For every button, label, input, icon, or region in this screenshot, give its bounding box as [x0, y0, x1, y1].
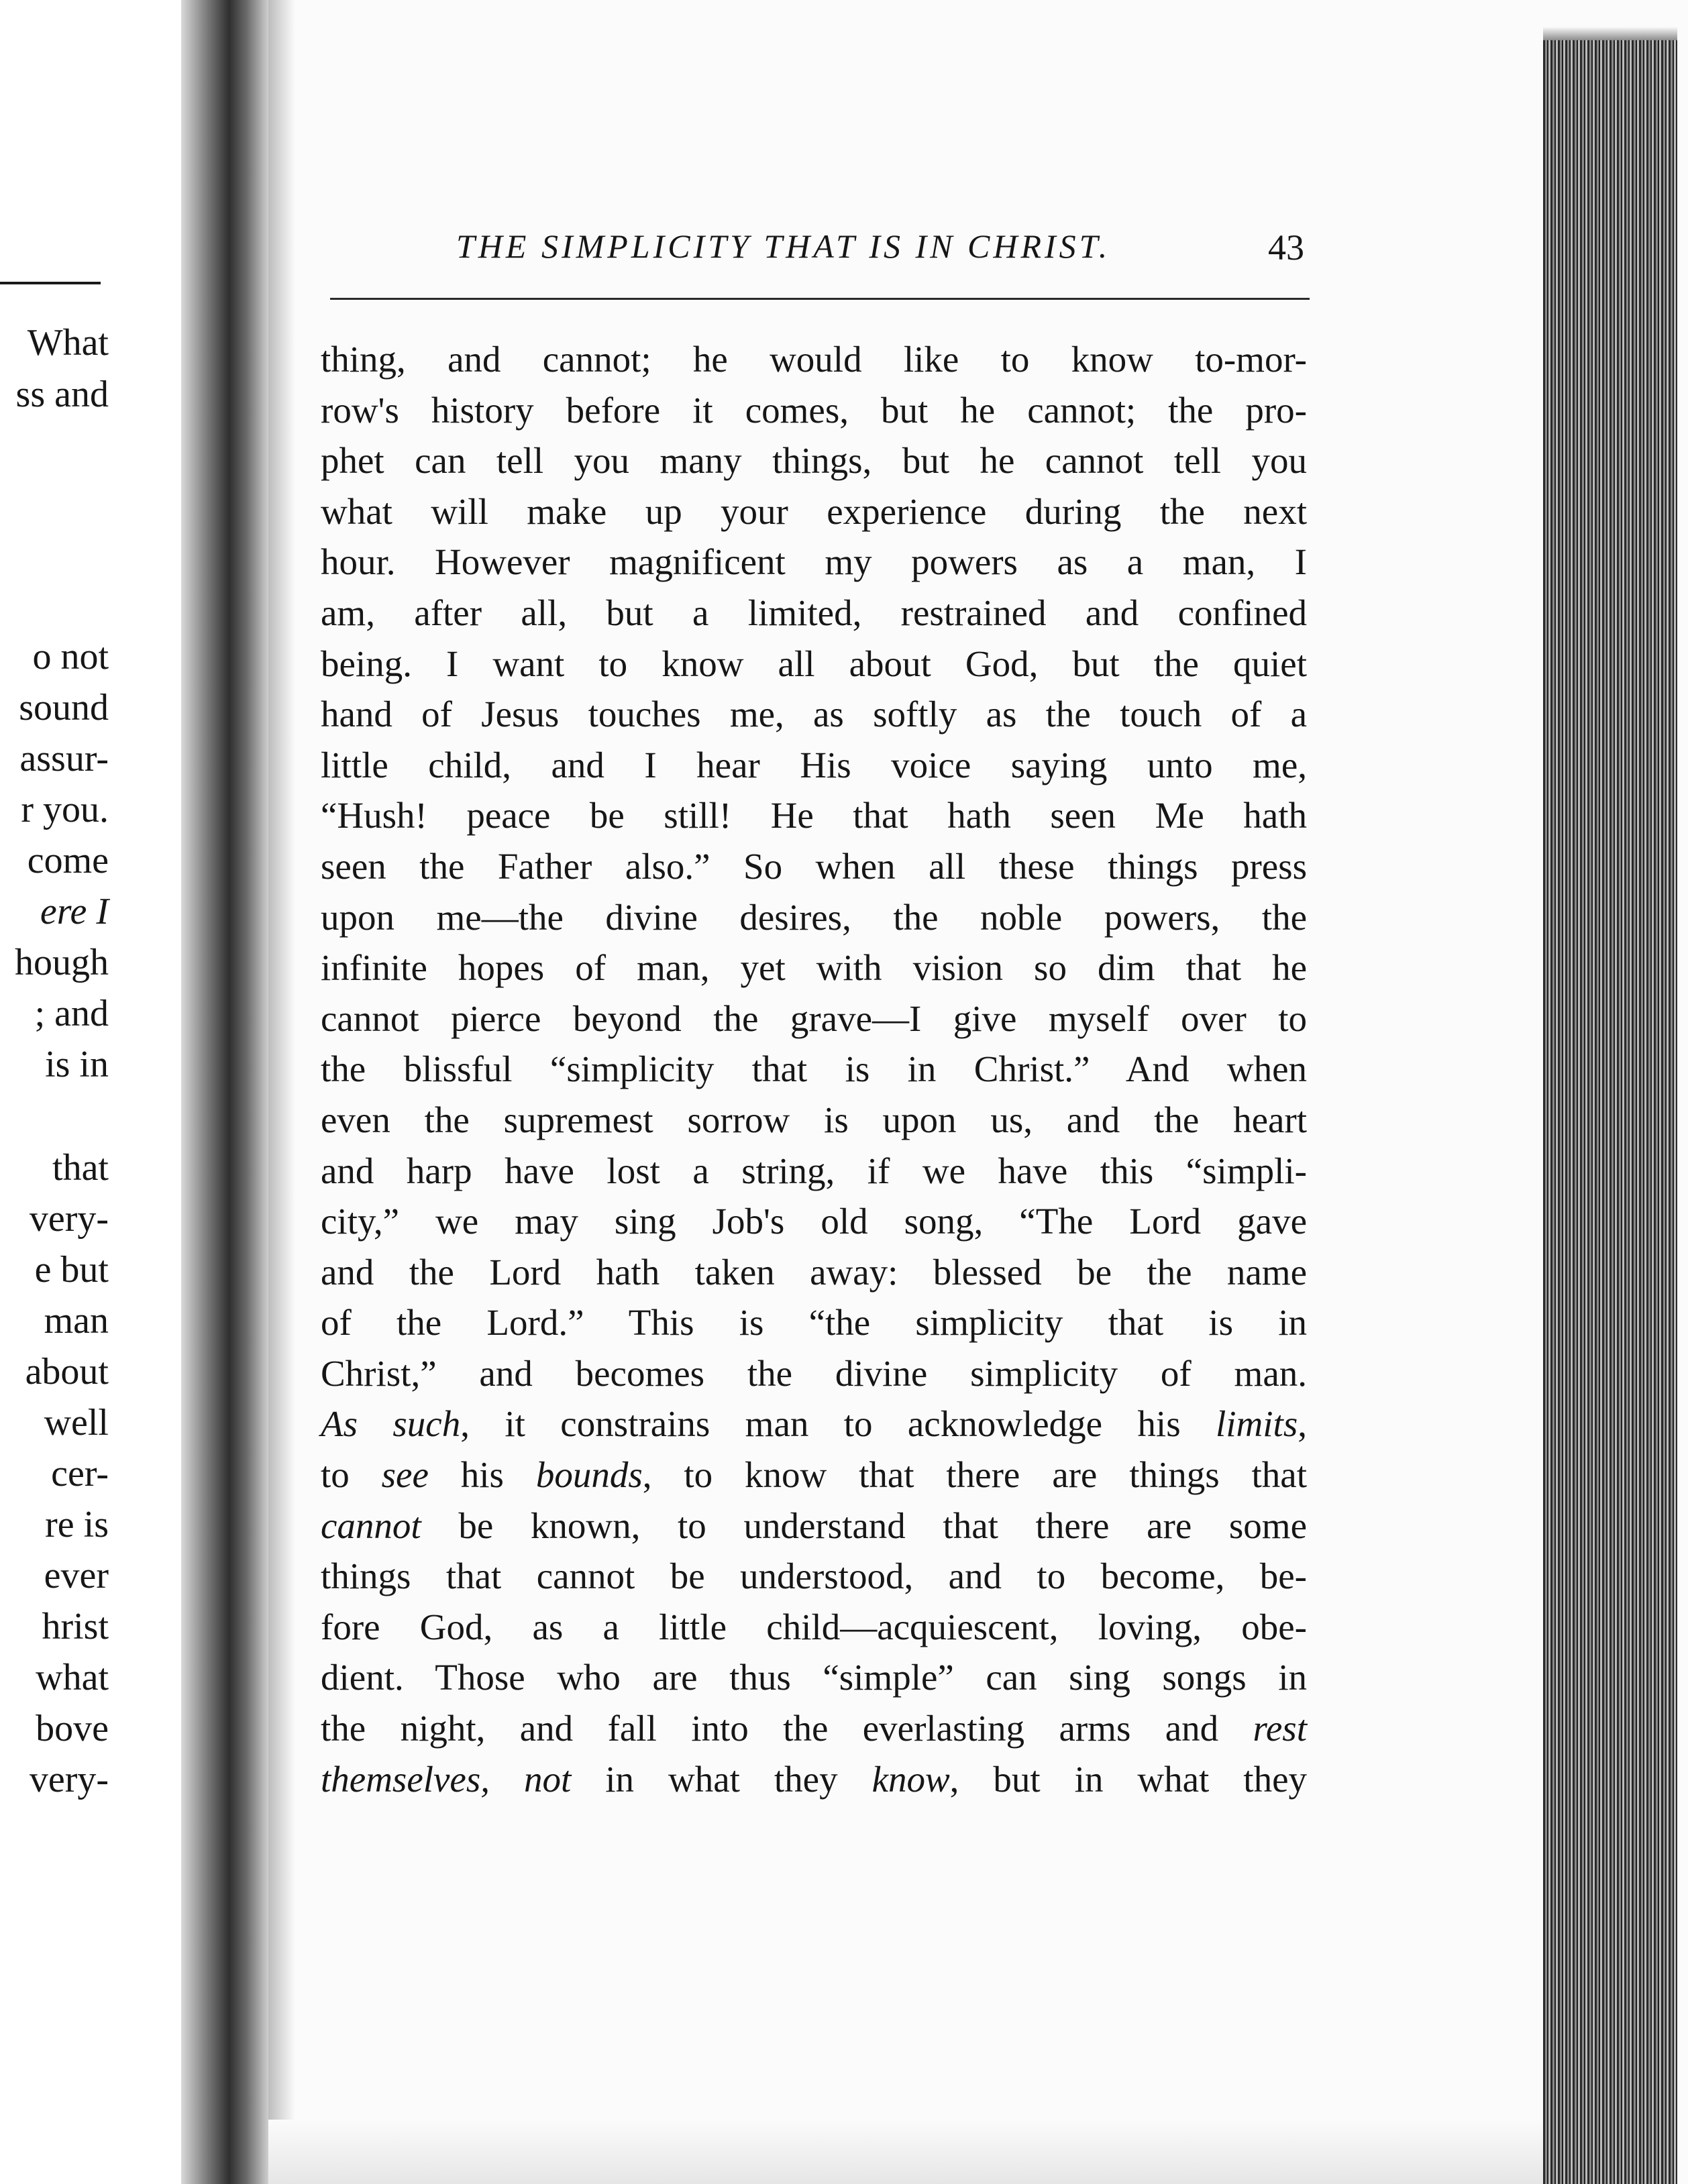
page-number: 43 [1268, 227, 1304, 268]
body-text [321, 334, 1307, 1804]
text-run: , it constrains man to acknowledge his [460, 1403, 1216, 1445]
italic-run: themselves, not [321, 1758, 572, 1800]
text-line [321, 1450, 1307, 1500]
text-line [321, 435, 1307, 486]
gutter-shadow [268, 0, 295, 2184]
text-run: , but in what they [949, 1758, 1308, 1800]
text-line [321, 892, 1307, 943]
left-page-fragment: come [27, 840, 109, 881]
text-run: his [428, 1454, 536, 1496]
text-line [321, 1297, 1307, 1348]
text-run: to [321, 1454, 382, 1496]
text-run: be known, to understand that there are some [421, 1505, 1307, 1546]
left-page-fragment: very- [29, 1198, 109, 1240]
text-run: cannot pierce beyond the grave—I give myself over to [321, 997, 1307, 1039]
left-facing-page [0, 0, 201, 2184]
text-run: the blissful “simplicity that is in Christ.” And when [321, 1048, 1307, 1090]
left-page-fragment: well [44, 1402, 109, 1443]
text-line [321, 1399, 1307, 1450]
text-run: phet can tell you many things, but he cannot tell you [321, 440, 1307, 482]
italic-run: rest [1253, 1708, 1307, 1749]
header-rule [330, 298, 1310, 300]
left-page-fragment: hough [15, 942, 109, 983]
left-page-fragment: re is [45, 1504, 109, 1545]
left-page-fragment: what [36, 1657, 109, 1698]
text-line [321, 1044, 1307, 1095]
text-line [321, 486, 1307, 537]
left-page-fragment: ss and [15, 374, 109, 415]
left-page-fragment: e but [34, 1249, 109, 1291]
left-page-fragment [40, 889, 109, 934]
text-run: and the Lord hath taken away: blessed be the name [321, 1251, 1307, 1293]
book-page-edges [1543, 40, 1677, 2184]
left-page-fragment: very- [29, 1759, 109, 1800]
book-gutter [181, 0, 268, 2184]
text-line [321, 993, 1307, 1044]
text-run: thing, and cannot; he would like to know to-mor- [321, 339, 1307, 380]
left-page-fragment: assur- [19, 738, 109, 779]
left-page-fragment: that [52, 1147, 109, 1189]
text-line [321, 790, 1307, 841]
left-page-fragment: about [25, 1351, 109, 1393]
left-page-fragment: is in [45, 1044, 109, 1085]
italic-run: cannot [321, 1505, 421, 1546]
text-run: , [1298, 1403, 1307, 1445]
text-line [321, 1652, 1307, 1703]
text-run: little child, and I hear His voice saying unto me, [321, 744, 1307, 785]
text-run: and harp have lost a string, if we have this “simpli- [321, 1150, 1307, 1191]
italic-run: know [872, 1758, 950, 1800]
left-page-fragment: ; and [34, 993, 109, 1034]
left-page-fragment: What [27, 322, 109, 364]
text-run: fore God, as a little child—acquiescent, loving, obe- [321, 1606, 1307, 1647]
text-line [321, 841, 1307, 892]
text-run: , to know that there are things that [642, 1454, 1307, 1496]
text-line [321, 740, 1307, 791]
text-run: Christ,” and becomes the divine simplicity of man. [321, 1352, 1307, 1394]
left-page-fragment: hrist [42, 1606, 109, 1647]
text-run: being. I want to know all about God, but the quiet [321, 643, 1307, 684]
text-line [321, 588, 1307, 639]
left-page-fragment: man [44, 1300, 109, 1342]
text-run: hour. However magnificent my powers as a man, I [321, 541, 1307, 583]
text-line [321, 334, 1307, 385]
text-line [321, 1247, 1307, 1298]
text-run: hand of Jesus touches me, as softly as the touch of a [321, 694, 1307, 735]
left-page-fragment: o not [32, 636, 109, 677]
text-line [321, 1500, 1307, 1551]
left-page-fragment: r you. [21, 789, 109, 830]
text-run: the night, and fall into the everlasting arms and [321, 1708, 1253, 1749]
text-line [321, 1754, 1307, 1805]
italic-run: see [381, 1454, 429, 1496]
text-run: seen the Father also.” So when all these things press [321, 845, 1307, 887]
page-bottom-shade [268, 2120, 1543, 2184]
text-run: of the Lord.” This is “the simplicity that is in [321, 1302, 1307, 1344]
left-page-fragment: cer- [51, 1453, 109, 1494]
text-run: in what they [571, 1758, 872, 1800]
italic-run: As such [321, 1403, 461, 1445]
text-run: row's history before it comes, but he cannot; the pro- [321, 389, 1307, 431]
text-line [321, 942, 1307, 993]
text-line [321, 639, 1307, 690]
left-page-fragment: sound [19, 687, 109, 728]
text-run: city,” we may sing Job's old song, “The Lord gave [321, 1201, 1307, 1242]
text-line [321, 1146, 1307, 1197]
text-run: what will make up your experience during the next [321, 490, 1307, 532]
text-line [321, 1551, 1307, 1602]
text-run: “Hush! peace be still! He that hath seen Me hath [321, 795, 1307, 836]
text-run: dient. Those who are thus “simple” can sing songs in [321, 1657, 1307, 1698]
text-run: infinite hopes of man, yet with vision so dim that he [321, 947, 1307, 989]
text-run: am, after all, but a limited, restrained and confined [321, 592, 1307, 633]
text-run: even the supremest sorrow is upon us, and the heart [321, 1099, 1307, 1140]
left-page-fragment: ever [44, 1555, 109, 1596]
left-page-fragment: bove [36, 1708, 109, 1749]
text-line [321, 1196, 1307, 1247]
text-line [321, 689, 1307, 740]
text-run: upon me—the divine desires, the noble powers, the [321, 896, 1307, 938]
text-run: things that cannot be understood, and to become, be- [321, 1555, 1307, 1597]
running-header-title: THE SIMPLICITY THAT IS IN CHRIST. [456, 227, 1111, 265]
text-line [321, 385, 1307, 436]
text-line [321, 1348, 1307, 1399]
italic-run: limits [1216, 1403, 1298, 1445]
text-line [321, 1095, 1307, 1146]
left-page-header-rule [0, 282, 101, 284]
left-page-fragment-text: ere I [40, 891, 109, 932]
text-line [321, 1602, 1307, 1653]
italic-run: bounds [535, 1454, 643, 1496]
text-line [321, 537, 1307, 588]
text-line [321, 1703, 1307, 1754]
